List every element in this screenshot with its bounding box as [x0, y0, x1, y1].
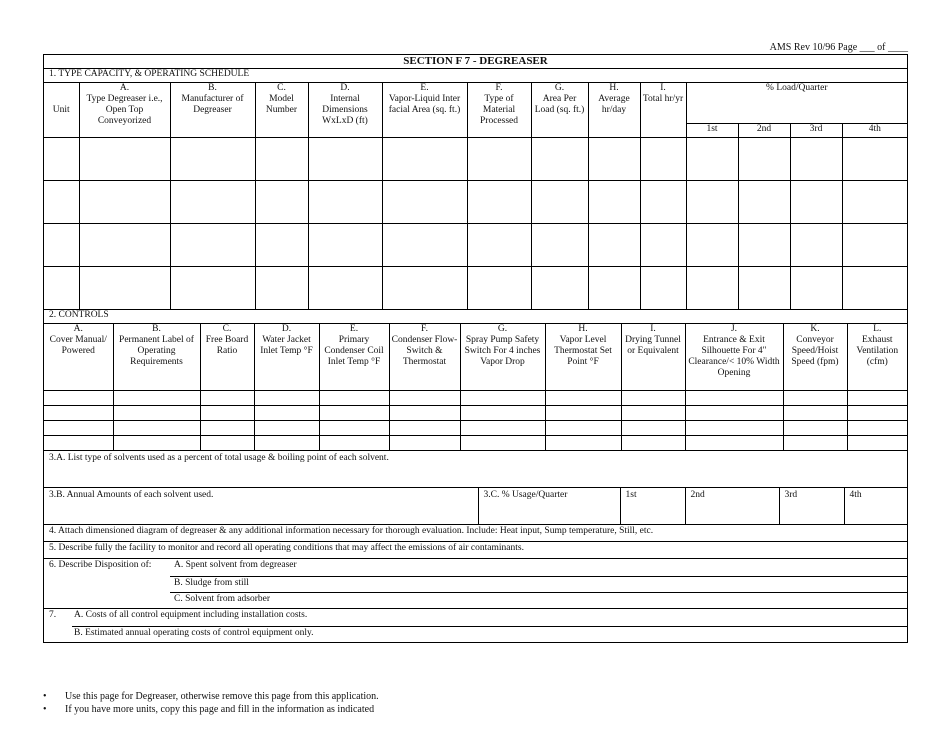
- quarter-3-header: 3rd: [790, 124, 842, 138]
- usage-quarter-label: 3.C. % Usage/Quarter: [478, 488, 620, 525]
- cell-input[interactable]: [113, 391, 200, 406]
- cell-input[interactable]: [255, 224, 308, 267]
- header-e: E. Vapor-Liquid Inter facial Area (sq. ft.): [382, 83, 467, 138]
- control-header-l: L. Exhaust Ventilation (cfm): [847, 324, 907, 391]
- cell-input[interactable]: [44, 267, 79, 310]
- cell-input[interactable]: [790, 224, 842, 267]
- cell-input[interactable]: [588, 267, 640, 310]
- cell-input[interactable]: [847, 436, 907, 451]
- cell-input[interactable]: [686, 181, 738, 224]
- cell-input[interactable]: [545, 391, 621, 406]
- cell-input[interactable]: [79, 138, 170, 181]
- cell-input[interactable]: [200, 436, 254, 451]
- cell-input[interactable]: [467, 181, 531, 224]
- cell-input[interactable]: [79, 224, 170, 267]
- cell-input[interactable]: [640, 138, 686, 181]
- page-reference: AMS Rev 10/96 Page ___ of ____: [769, 42, 908, 53]
- unit-row: [44, 181, 907, 224]
- sections-4-5: [44, 525, 907, 559]
- cell-input[interactable]: [44, 138, 79, 181]
- unit-row: [44, 138, 907, 181]
- cell-input[interactable]: [783, 436, 847, 451]
- cell-input[interactable]: [389, 391, 460, 406]
- cell-input[interactable]: [113, 406, 200, 421]
- cell-input[interactable]: [621, 421, 685, 436]
- disposition-item-c[interactable]: C. Solvent from adsorber: [170, 592, 907, 608]
- cell-input[interactable]: [686, 138, 738, 181]
- section-2-heading: 2. CONTROLS: [44, 310, 907, 324]
- cell-input[interactable]: [382, 181, 467, 224]
- cell-input[interactable]: [640, 267, 686, 310]
- cell-input[interactable]: [44, 406, 113, 421]
- cell-input[interactable]: [460, 406, 545, 421]
- cell-input[interactable]: [790, 181, 842, 224]
- cell-input[interactable]: [460, 436, 545, 451]
- cell-input[interactable]: [44, 181, 79, 224]
- header-i: I. Total hr/yr: [640, 83, 686, 138]
- cell-input[interactable]: [389, 406, 460, 421]
- cell-input[interactable]: [170, 224, 255, 267]
- section-3a: [44, 451, 907, 488]
- cell-input[interactable]: [254, 391, 319, 406]
- cell-input[interactable]: [621, 406, 685, 421]
- cell-input[interactable]: [685, 436, 783, 451]
- cell-input[interactable]: [319, 406, 389, 421]
- cell-input[interactable]: [319, 391, 389, 406]
- cell-input[interactable]: [588, 181, 640, 224]
- instruction-note: • If you have more units, copy this page and fill in the information as indicated: [43, 703, 379, 716]
- spacer: [44, 626, 72, 642]
- spacer: [44, 592, 170, 608]
- quarter-1-header: 1st: [686, 124, 738, 138]
- cell-input[interactable]: [389, 436, 460, 451]
- cell-input[interactable]: [389, 421, 460, 436]
- control-row: [44, 421, 907, 436]
- cell-input[interactable]: [308, 138, 382, 181]
- cell-input[interactable]: [738, 267, 790, 310]
- cell-input[interactable]: [531, 181, 588, 224]
- cell-input[interactable]: [842, 138, 907, 181]
- cell-input[interactable]: [382, 224, 467, 267]
- cell-input[interactable]: [783, 421, 847, 436]
- header-b: B. Manufacturer of Degreaser: [170, 83, 255, 138]
- cell-input[interactable]: [686, 224, 738, 267]
- form-title: [44, 55, 907, 69]
- unit-row: [44, 267, 907, 310]
- cell-input[interactable]: [308, 181, 382, 224]
- cell-input[interactable]: [460, 421, 545, 436]
- solvent-list-field[interactable]: 3.A. List type of solvents used as a percent of total usage & boiling point of each solvent.: [44, 451, 907, 488]
- control-row: [44, 391, 907, 406]
- cell-input[interactable]: [847, 406, 907, 421]
- spacer: [44, 576, 170, 592]
- cell-input[interactable]: [738, 138, 790, 181]
- load-quarter-header: % Load/Quarter: [686, 83, 907, 124]
- cell-input[interactable]: [467, 224, 531, 267]
- cell-input[interactable]: [790, 267, 842, 310]
- header-g: G. Area Per Load (sq. ft.): [531, 83, 588, 138]
- cell-input[interactable]: [531, 224, 588, 267]
- cell-input[interactable]: [531, 267, 588, 310]
- cell-input[interactable]: [44, 224, 79, 267]
- control-row: [44, 406, 907, 421]
- cell-input[interactable]: [847, 391, 907, 406]
- cell-input[interactable]: [738, 224, 790, 267]
- cell-input[interactable]: [783, 406, 847, 421]
- usage-q1-field[interactable]: 1st: [620, 488, 685, 525]
- cell-input[interactable]: [254, 406, 319, 421]
- operating-costs-field[interactable]: B. Estimated annual operating costs of control equipment only.: [72, 626, 907, 642]
- cell-input[interactable]: [588, 224, 640, 267]
- section-3b-3c: [44, 488, 907, 525]
- control-header-c: C. Free Board Ratio: [200, 324, 254, 391]
- quarter-2-header: 2nd: [738, 124, 790, 138]
- unit-row: [44, 224, 907, 267]
- cell-input[interactable]: [467, 267, 531, 310]
- usage-q2-field[interactable]: 2nd: [685, 488, 779, 525]
- cell-input[interactable]: [254, 436, 319, 451]
- section-2-table: [44, 324, 907, 451]
- cell-input[interactable]: [685, 391, 783, 406]
- cell-input[interactable]: [319, 436, 389, 451]
- usage-q4-field[interactable]: 4th: [844, 488, 907, 525]
- cell-input[interactable]: [545, 406, 621, 421]
- control-header-f: F. Condenser Flow-Switch & Thermostat: [389, 324, 460, 391]
- cell-input[interactable]: [738, 181, 790, 224]
- control-header-i: I. Drying Tunnel or Equivalent: [621, 324, 685, 391]
- cell-input[interactable]: [255, 267, 308, 310]
- cell-input[interactable]: [685, 406, 783, 421]
- cell-input[interactable]: [783, 391, 847, 406]
- cell-input[interactable]: [545, 421, 621, 436]
- cell-input[interactable]: [842, 224, 907, 267]
- cell-input[interactable]: [847, 421, 907, 436]
- cell-input[interactable]: [79, 267, 170, 310]
- cell-input[interactable]: [790, 138, 842, 181]
- section-4-text[interactable]: 4. Attach dimensioned diagram of degreaser & any additional information necessary for thorough evaluation. Include: Heat input, Sump temperature, Still, etc.: [44, 525, 907, 542]
- section-title: SECTION F 7 - DEGREASER: [44, 55, 907, 69]
- cell-input[interactable]: [382, 267, 467, 310]
- cell-input[interactable]: [588, 138, 640, 181]
- instructions: [43, 690, 379, 716]
- disposition-item-a[interactable]: A. Spent solvent from degreaser: [170, 559, 907, 576]
- header-c: C. Model Number: [255, 83, 308, 138]
- cell-input[interactable]: [170, 181, 255, 224]
- control-costs-field[interactable]: A. Costs of all control equipment including installation costs.: [72, 609, 907, 627]
- section-1-table: [44, 83, 907, 310]
- cell-input[interactable]: [382, 138, 467, 181]
- control-header-g: G. Spray Pump Safety Switch For 4 inches Vapor Drop: [460, 324, 545, 391]
- instruction-note: • Use this page for Degreaser, otherwise remove this page from this application.: [43, 690, 379, 703]
- control-header-j: J. Entrance & Exit Silhouette For 4" Clearance/< 10% Width Opening: [685, 324, 783, 391]
- cell-input[interactable]: [200, 406, 254, 421]
- cell-input[interactable]: [685, 421, 783, 436]
- disposition-label: 6. Describe Disposition of:: [49, 560, 152, 570]
- unit-header: Unit: [44, 83, 79, 138]
- cell-input[interactable]: [44, 421, 113, 436]
- section-1-heading: 1. TYPE CAPACITY, & OPERATING SCHEDULE: [44, 69, 907, 83]
- annual-amounts-field[interactable]: 3.B. Annual Amounts of each solvent used.: [44, 488, 478, 525]
- cell-input[interactable]: [531, 138, 588, 181]
- control-header-b: B. Permanent Label of Operating Requirements: [113, 324, 200, 391]
- cell-input[interactable]: [319, 421, 389, 436]
- control-header-h: H. Vapor Level Thermostat Set Point °F: [545, 324, 621, 391]
- cell-input[interactable]: [308, 267, 382, 310]
- cell-input[interactable]: [254, 421, 319, 436]
- cell-input[interactable]: [545, 436, 621, 451]
- section-1-label: [44, 69, 907, 83]
- cell-input[interactable]: [79, 181, 170, 224]
- section-7: [44, 608, 907, 642]
- section-5-text[interactable]: 5. Describe fully the facility to monitor and record all operating conditions that may affect the emissions of air contaminants.: [44, 542, 907, 559]
- control-row: [44, 436, 907, 451]
- cell-input[interactable]: [113, 421, 200, 436]
- section-7-number: 7.: [44, 609, 72, 627]
- cell-input[interactable]: [640, 181, 686, 224]
- cell-input[interactable]: [842, 181, 907, 224]
- cell-input[interactable]: [467, 138, 531, 181]
- section-2-label: [44, 310, 907, 324]
- control-header-a: A. Cover Manual/ Powered: [44, 324, 113, 391]
- header-h: H. Average hr/day: [588, 83, 640, 138]
- disposition-item-b[interactable]: B. Sludge from still: [170, 576, 907, 592]
- section-6: [44, 559, 907, 608]
- cell-input[interactable]: [255, 138, 308, 181]
- header-d: D. Internal Dimensions WxLxD (ft): [308, 83, 382, 138]
- header-f: F. Type of Material Processed: [467, 83, 531, 138]
- cell-input[interactable]: [170, 267, 255, 310]
- cell-input[interactable]: [113, 436, 200, 451]
- degreaser-form: [43, 54, 908, 643]
- cell-input[interactable]: [200, 421, 254, 436]
- usage-q3-field[interactable]: 3rd: [779, 488, 844, 525]
- cell-input[interactable]: [686, 267, 738, 310]
- cell-input[interactable]: [460, 391, 545, 406]
- cell-input[interactable]: [842, 267, 907, 310]
- header-a: A. Type Degreaser i.e., Open Top Conveyorized: [79, 83, 170, 138]
- quarter-4-header: 4th: [842, 124, 907, 138]
- cell-input[interactable]: [308, 224, 382, 267]
- cell-input[interactable]: [621, 391, 685, 406]
- control-header-k: K. Conveyor Speed/Hoist Speed (fpm): [783, 324, 847, 391]
- cell-input[interactable]: [621, 436, 685, 451]
- control-header-d: D. Water Jacket Inlet Temp °F: [254, 324, 319, 391]
- cell-input[interactable]: [255, 181, 308, 224]
- cell-input[interactable]: [200, 391, 254, 406]
- control-header-e: E. Primary Condenser Coil Inlet Temp °F: [319, 324, 389, 391]
- cell-input[interactable]: [44, 436, 113, 451]
- cell-input[interactable]: [640, 224, 686, 267]
- cell-input[interactable]: [170, 138, 255, 181]
- cell-input[interactable]: [44, 391, 113, 406]
